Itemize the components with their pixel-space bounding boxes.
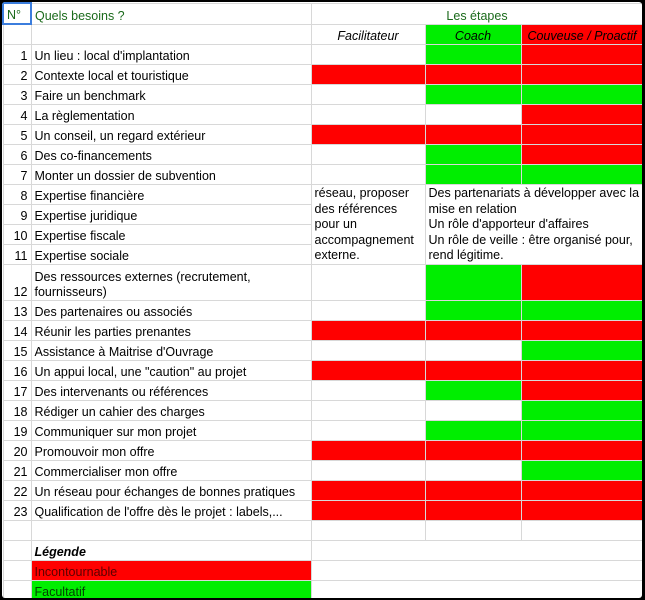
row-number-cell[interactable]: 9 bbox=[3, 205, 31, 225]
need-label-cell[interactable]: Des partenaires ou associés bbox=[31, 301, 311, 321]
coach-cell[interactable] bbox=[425, 301, 521, 321]
facilitateur-cell[interactable] bbox=[311, 421, 425, 441]
facilitateur-cell[interactable] bbox=[311, 381, 425, 401]
col-facilitateur[interactable]: Facilitateur bbox=[311, 24, 425, 45]
empty-cell[interactable] bbox=[3, 561, 31, 581]
coach-cell[interactable] bbox=[425, 265, 521, 301]
subheader-row bbox=[3, 24, 642, 45]
couveuse-cell[interactable] bbox=[521, 85, 642, 105]
table-row bbox=[3, 461, 642, 481]
legend-title-row bbox=[3, 541, 642, 561]
couveuse-cell[interactable] bbox=[521, 301, 642, 321]
need-label-cell[interactable]: Commercialiser mon offre bbox=[31, 461, 311, 481]
couveuse-cell[interactable] bbox=[521, 421, 642, 441]
coach-cell[interactable] bbox=[425, 401, 521, 421]
coach-cell[interactable] bbox=[425, 145, 521, 165]
table-row bbox=[3, 145, 642, 165]
row-number-cell[interactable]: 14 bbox=[3, 321, 31, 341]
need-label-cell[interactable]: Des ressources externes (recrutement, fournisseurs) bbox=[31, 265, 311, 301]
couveuse-cell[interactable] bbox=[521, 501, 642, 521]
facilitateur-cell[interactable] bbox=[311, 265, 425, 301]
table-row bbox=[3, 185, 642, 205]
need-label-cell[interactable]: Un réseau pour échanges de bonnes pratiques bbox=[31, 481, 311, 501]
spacer-row bbox=[3, 521, 642, 541]
row-number-cell[interactable]: 6 bbox=[3, 145, 31, 165]
row-number-cell[interactable]: 7 bbox=[3, 165, 31, 185]
facilitateur-cell[interactable] bbox=[311, 85, 425, 105]
empty-cell bbox=[311, 541, 642, 561]
need-label-cell[interactable]: Un lieu : local d'implantation bbox=[31, 45, 311, 65]
empty-cell[interactable] bbox=[31, 521, 311, 541]
table-row bbox=[3, 265, 642, 301]
coach-cell[interactable] bbox=[425, 125, 521, 145]
couveuse-cell[interactable] bbox=[521, 441, 642, 461]
empty-cell[interactable] bbox=[3, 581, 31, 599]
row-number-cell[interactable]: 4 bbox=[3, 105, 31, 125]
row-number-cell[interactable]: 23 bbox=[3, 501, 31, 521]
facilitateur-cell[interactable] bbox=[311, 125, 425, 145]
facilitateur-cell[interactable] bbox=[311, 441, 425, 461]
couveuse-cell[interactable] bbox=[521, 361, 642, 381]
coach-cell[interactable] bbox=[425, 361, 521, 381]
note-line: Un rôle d'apporteur d'affaires bbox=[428, 217, 589, 231]
table-row bbox=[3, 321, 642, 341]
couveuse-cell[interactable] bbox=[521, 165, 642, 185]
row-number-cell[interactable]: 20 bbox=[3, 441, 31, 461]
empty-cell[interactable] bbox=[425, 521, 521, 541]
legend-green-swatch[interactable]: Facultatif bbox=[31, 581, 311, 599]
table-row bbox=[3, 361, 642, 381]
need-label-cell[interactable]: Qualification de l'offre dès le projet : labels,... bbox=[31, 501, 311, 521]
row-number-cell[interactable]: 19 bbox=[3, 421, 31, 441]
coach-cell[interactable] bbox=[425, 45, 521, 65]
row-number-cell[interactable]: 11 bbox=[3, 245, 31, 265]
empty-cell bbox=[311, 561, 642, 581]
need-label-cell[interactable]: La règlementation bbox=[31, 105, 311, 125]
couveuse-cell[interactable] bbox=[521, 321, 642, 341]
empty-cell[interactable] bbox=[3, 541, 31, 561]
facilitateur-cell[interactable] bbox=[311, 165, 425, 185]
facilitateur-cell[interactable] bbox=[311, 65, 425, 85]
note-line: Des partenariats à développer avec la mise en relation bbox=[428, 186, 640, 216]
table-row bbox=[3, 501, 642, 521]
row-number-cell[interactable]: 5 bbox=[3, 125, 31, 145]
legend-green-row bbox=[3, 581, 642, 599]
empty-cell[interactable] bbox=[3, 521, 31, 541]
couveuse-cell[interactable] bbox=[521, 265, 642, 301]
row-number-cell[interactable]: 10 bbox=[3, 225, 31, 245]
row-number-cell[interactable]: 16 bbox=[3, 361, 31, 381]
table-row bbox=[3, 45, 642, 65]
legend-title[interactable]: Légende bbox=[31, 541, 311, 561]
row-number-cell[interactable]: 13 bbox=[3, 301, 31, 321]
subheader-empty-needs[interactable] bbox=[31, 24, 311, 45]
need-label-cell[interactable]: Monter un dossier de subvention bbox=[31, 165, 311, 185]
need-label-cell[interactable]: Un conseil, un regard extérieur bbox=[31, 125, 311, 145]
coach-cell[interactable] bbox=[425, 461, 521, 481]
coach-cell[interactable] bbox=[425, 441, 521, 461]
need-label-cell[interactable]: Faire un benchmark bbox=[31, 85, 311, 105]
coach-cell[interactable] bbox=[425, 341, 521, 361]
coach-cell[interactable] bbox=[425, 165, 521, 185]
coach-cell[interactable] bbox=[425, 481, 521, 501]
needs-table bbox=[2, 2, 642, 598]
coach-cell[interactable] bbox=[425, 501, 521, 521]
couveuse-cell[interactable] bbox=[521, 145, 642, 165]
empty-cell[interactable] bbox=[311, 521, 425, 541]
facilitateur-cell[interactable] bbox=[311, 341, 425, 361]
couveuse-cell[interactable] bbox=[521, 65, 642, 85]
table-row bbox=[3, 65, 642, 85]
table-row bbox=[3, 421, 642, 441]
header-row bbox=[3, 3, 642, 24]
table-row bbox=[3, 165, 642, 185]
facilitateur-cell[interactable] bbox=[311, 321, 425, 341]
header-stages-cell[interactable]: Les étapes bbox=[311, 3, 642, 24]
coach-cell[interactable] bbox=[425, 381, 521, 401]
couveuse-cell[interactable] bbox=[521, 105, 642, 125]
need-label-cell[interactable]: Expertise fiscale bbox=[31, 225, 311, 245]
row-number-cell[interactable]: 15 bbox=[3, 341, 31, 361]
legend-red-row bbox=[3, 561, 642, 581]
row-number-cell[interactable]: 2 bbox=[3, 65, 31, 85]
facilitateur-cell[interactable] bbox=[311, 301, 425, 321]
table-row bbox=[3, 481, 642, 501]
facilitateur-cell[interactable] bbox=[311, 501, 425, 521]
coach-cell[interactable] bbox=[425, 421, 521, 441]
need-label-cell[interactable]: Expertise juridique bbox=[31, 205, 311, 225]
need-label-cell[interactable]: Communiquer sur mon projet bbox=[31, 421, 311, 441]
facilitateur-cell[interactable] bbox=[311, 45, 425, 65]
need-label-cell[interactable]: Expertise financière bbox=[31, 185, 311, 205]
couveuse-cell[interactable] bbox=[521, 125, 642, 145]
couveuse-cell[interactable] bbox=[521, 401, 642, 421]
need-label-cell[interactable]: Rédiger un cahier des charges bbox=[31, 401, 311, 421]
facilitateur-note-cell[interactable]: réseau, proposer des références pour un accompagnement externe. bbox=[311, 185, 425, 265]
row-number-cell[interactable]: 3 bbox=[3, 85, 31, 105]
row-number-cell[interactable]: 12 bbox=[3, 265, 31, 301]
header-num-cell[interactable]: N° bbox=[3, 3, 31, 24]
couveuse-cell[interactable] bbox=[521, 381, 642, 401]
empty-cell[interactable] bbox=[521, 521, 642, 541]
table-row bbox=[3, 401, 642, 421]
need-label-cell[interactable]: Réunir les parties prenantes bbox=[31, 321, 311, 341]
couveuse-cell[interactable] bbox=[521, 481, 642, 501]
note-line: Un rôle de veille : être organisé pour, rend légitime. bbox=[428, 232, 633, 262]
spreadsheet-frame bbox=[2, 2, 642, 598]
col-couveuse[interactable]: Couveuse / Proactif bbox=[521, 24, 642, 45]
need-label-cell[interactable]: Contexte local et touristique bbox=[31, 65, 311, 85]
facilitateur-cell[interactable] bbox=[311, 481, 425, 501]
row-number-cell[interactable]: 21 bbox=[3, 461, 31, 481]
need-label-cell[interactable]: Des co-financements bbox=[31, 145, 311, 165]
facilitateur-cell[interactable] bbox=[311, 361, 425, 381]
facilitateur-cell[interactable] bbox=[311, 401, 425, 421]
need-label-cell[interactable]: Promouvoir mon offre bbox=[31, 441, 311, 461]
coach-cell[interactable] bbox=[425, 85, 521, 105]
couveuse-cell[interactable] bbox=[521, 341, 642, 361]
legend-red-swatch[interactable]: Incontournable bbox=[31, 561, 311, 581]
row-number-cell[interactable]: 18 bbox=[3, 401, 31, 421]
coach-cell[interactable] bbox=[425, 105, 521, 125]
row-number-cell[interactable]: 8 bbox=[3, 185, 31, 205]
coach-cell[interactable] bbox=[425, 321, 521, 341]
table-row bbox=[3, 301, 642, 321]
table-row bbox=[3, 125, 642, 145]
table-row bbox=[3, 85, 642, 105]
table-row bbox=[3, 105, 642, 125]
need-label-cell[interactable]: Des intervenants ou références bbox=[31, 381, 311, 401]
header-needs-cell[interactable]: Quels besoins ? bbox=[31, 3, 311, 24]
table-row bbox=[3, 381, 642, 401]
couveuse-cell[interactable] bbox=[521, 461, 642, 481]
table-row bbox=[3, 441, 642, 461]
row-number-cell[interactable]: 22 bbox=[3, 481, 31, 501]
facilitateur-cell[interactable] bbox=[311, 145, 425, 165]
couveuse-cell[interactable] bbox=[521, 45, 642, 65]
coach-cell[interactable] bbox=[425, 65, 521, 85]
subheader-empty-num[interactable] bbox=[3, 24, 31, 45]
coach-couveuse-note-cell[interactable] bbox=[425, 185, 642, 265]
need-label-cell[interactable]: Un appui local, une "caution" au projet bbox=[31, 361, 311, 381]
facilitateur-cell[interactable] bbox=[311, 461, 425, 481]
facilitateur-cell[interactable] bbox=[311, 105, 425, 125]
need-label-cell[interactable]: Assistance à Maitrise d'Ouvrage bbox=[31, 341, 311, 361]
empty-cell bbox=[311, 581, 642, 599]
need-label-cell[interactable]: Expertise sociale bbox=[31, 245, 311, 265]
row-number-cell[interactable]: 17 bbox=[3, 381, 31, 401]
row-number-cell[interactable]: 1 bbox=[3, 45, 31, 65]
table-row bbox=[3, 341, 642, 361]
col-coach[interactable]: Coach bbox=[425, 24, 521, 45]
